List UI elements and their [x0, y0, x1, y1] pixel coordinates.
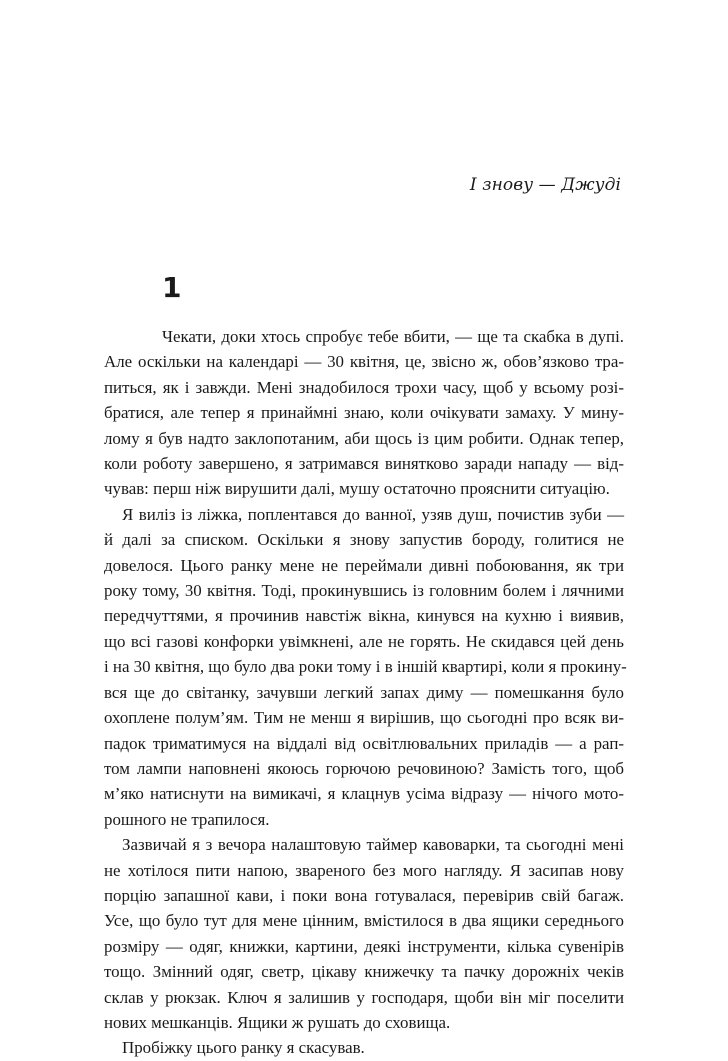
text-line: Я виліз із ліжка, поплентався до ванної, узяв душ, почистив зуби —	[122, 504, 624, 524]
text-line: падок триматимуся на віддалі від освітлювальних приладів — а рап-	[104, 733, 624, 753]
paragraph	[104, 502, 627, 832]
text-line: порцію запашної кави, і поки вона готувалася, перевірив свій багаж.	[104, 885, 624, 905]
text-line: склав у рюкзак. Ключ я залишив у господаря, щоби він міг поселити	[104, 987, 624, 1007]
running-title: І знову — Джуді	[469, 175, 621, 195]
text-line: вся ще до світанку, зачувши легкий запах диму — помешкання було	[104, 682, 624, 702]
text-line: питься, як і завжди. Мені знадобилося трохи часу, щоб у всьому розі-	[104, 377, 624, 397]
paragraph	[104, 832, 624, 1035]
text-line: й далі за списком. Оскільки я знову запустив бороду, голитися не	[104, 530, 624, 550]
text-line: коли роботу завершено, я затримався винятково заради нападу — від-	[104, 454, 624, 474]
text-line: охоплене полум’ям. Тим не менш я вирішив, що сьогодні про всяк ви-	[104, 708, 624, 728]
chapter-body	[104, 324, 627, 1061]
paragraph	[104, 324, 624, 502]
text-line: рошного не трапилося.	[104, 809, 270, 829]
text-line: братися, але тепер я принаймні знаю, коли очікувати замаху. У мину-	[104, 403, 624, 423]
text-line: Чекати, доки хтось спробує тебе вбити, — ще та скабка в дупі.	[162, 327, 624, 346]
text-line: Але оскільки на календарі — 30 квітня, це, звісно ж, обов’язково тра-	[104, 352, 624, 372]
text-line: том лампи наповнені якоюсь горючою речовиною? Замість того, щоб	[104, 758, 624, 778]
text-line: і на 30 квітня, що було два роки тому і в іншій квартирі, коли я прокину-	[104, 657, 627, 677]
text-line: довелося. Цього ранку мене не переймали дивні побоювання, як три	[104, 555, 624, 575]
text-line: тощо. Змінний одяг, светр, цікаву книжечку та пачку дорожніх чеків	[104, 962, 624, 982]
text-line: лому я був надто заклопотаним, аби щось із цим робити. Однак тепер,	[104, 428, 624, 448]
text-line: передчуттями, я прочинив навстіж вікна, кинувся на кухню і виявив,	[104, 606, 624, 626]
text-line: Пробіжку цього ранку я скасував.	[122, 1038, 365, 1058]
text-line: Усе, що було тут для мене цінним, вмістилося в два ящики середнього	[104, 911, 624, 931]
text-line: нових мешканців. Ящики ж рушать до сховища.	[104, 1012, 451, 1032]
text-line: року тому, 30 квітня. Тоді, прокинувшись із головним болем і лячними	[104, 581, 624, 601]
text-line: м’яко натиснути на вимикачі, я клацнув усіма відразу — нічого мото-	[104, 784, 624, 804]
text-line: не хотілося пити напою, звареного без мого нагляду. Я засипав нову	[104, 860, 624, 880]
text-line: Зазвичай я з вечора налаштовую таймер кавоварки, та сьогодні мені	[122, 835, 624, 855]
text-line: чував: перш ніж вирушити далі, мушу остаточно прояснити ситуацію.	[104, 479, 610, 499]
text-line: розміру — одяг, книжки, картини, деякі інструменти, кілька сувенірів	[104, 936, 624, 956]
paragraph	[104, 1035, 624, 1060]
chapter-number: 1	[162, 271, 182, 304]
text-line: що всі газові конфорки увімкнені, але не горять. Не скидався цей день	[104, 631, 624, 651]
